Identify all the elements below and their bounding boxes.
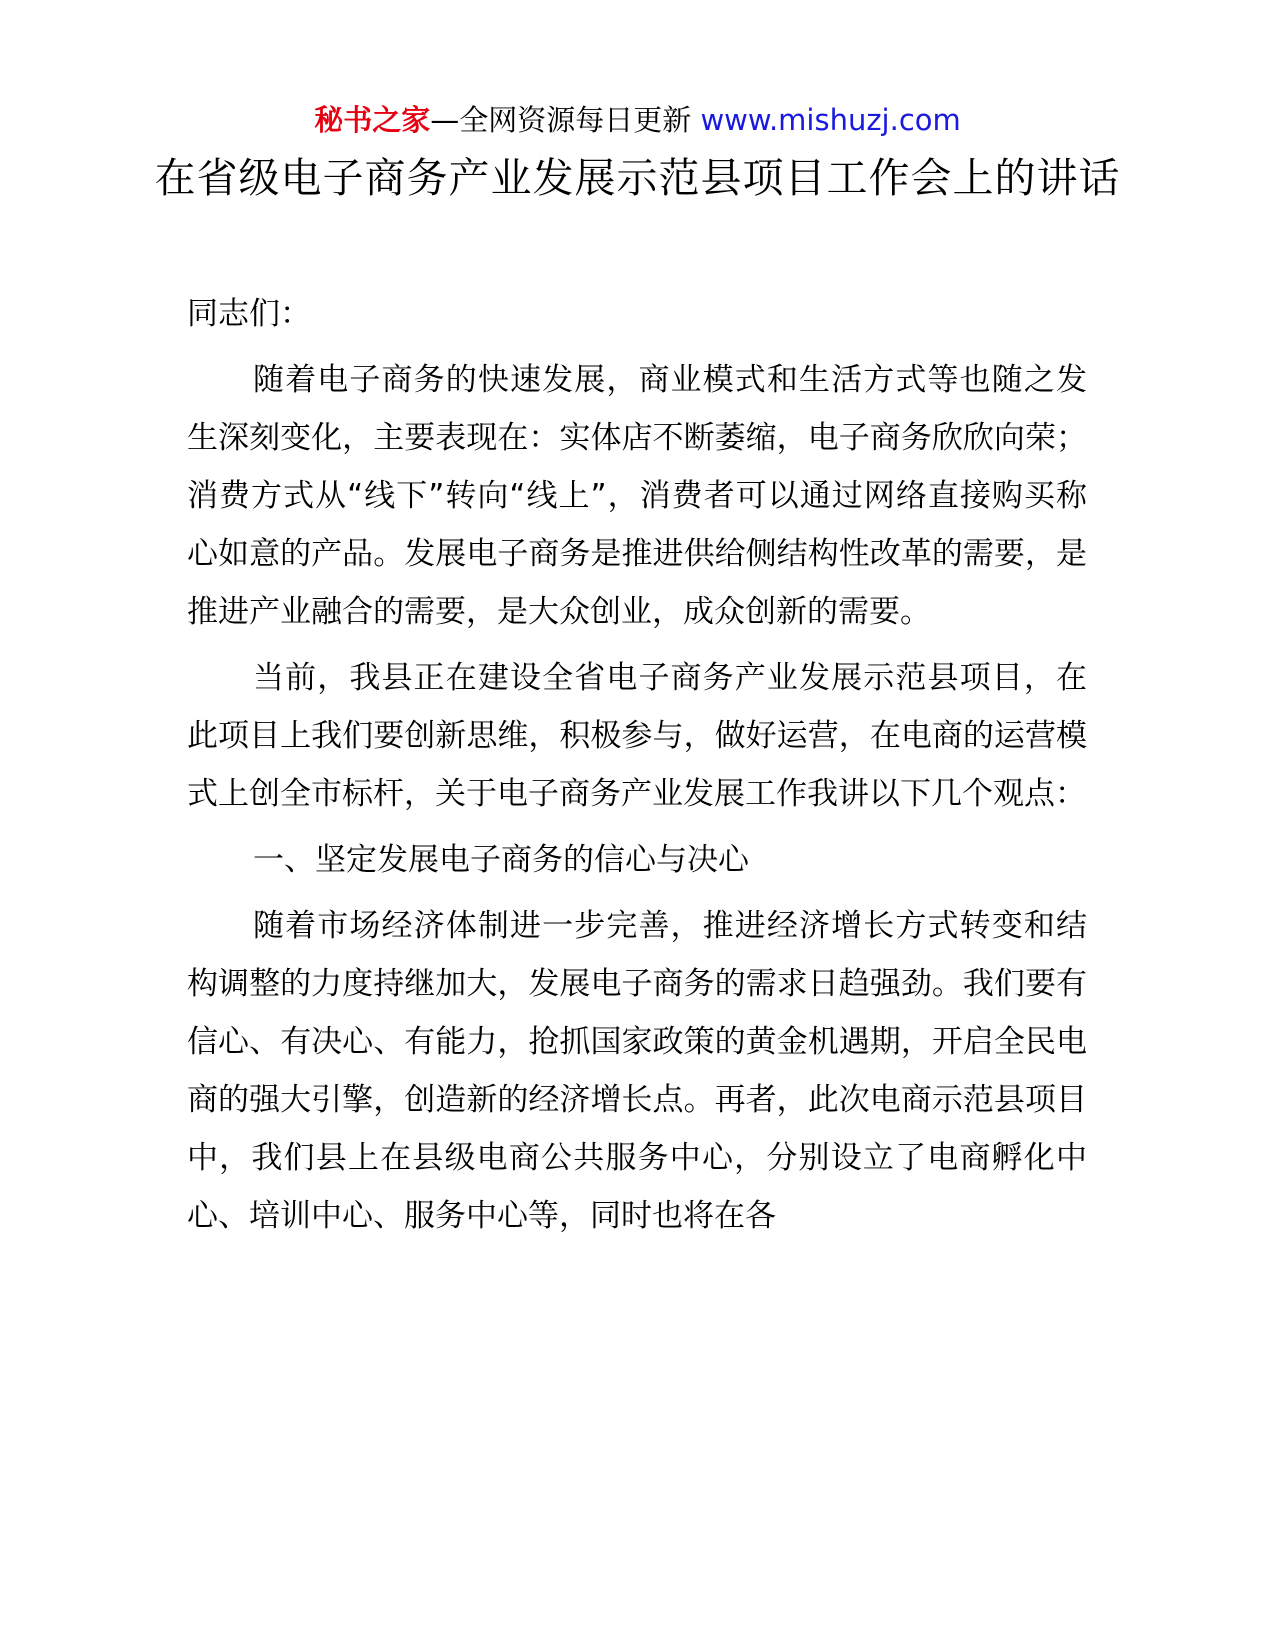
paragraph-2: 当前，我县正在建设全省电子商务产业发展示范县项目，在此项目上我们要创新思维，积极参与，做好运营，在电商的运营模式上创全市标杆，关于电子商务产业发展工作我讲以下几个观点： [187,660,1087,812]
section-heading-1: 一、坚定发展电子商务的信心与决心 [253,842,749,878]
salutation: 同志们： [187,296,311,332]
header-tagline: —全网资源每日更新 [430,103,701,137]
paragraph-1: 随着电子商务的快速发展，商业模式和生活方式等也随之发生深刻变化，主要表现在：实体店不断萎缩，电子商务欣欣向荣；消费方式从“线下”转向“线上”，消费者可以通过网络直接购买称心如意的产品。发展电子商务是推进供给侧结构性改革的需要，是推进产业融合的需要，是大众创业，成众创新的需要。 [187,362,1087,630]
document-title: 在省级电子商务产业发展示范县项目工作会上的讲话 [154,154,1121,202]
site-header [0,100,1275,140]
site-url-link[interactable]: www.mishuzj.com [700,103,961,137]
brand-name: 秘书之家 [314,103,431,137]
paragraph-3: 随着市场经济体制进一步完善，推进经济增长方式转变和结构调整的力度持继加大，发展电子商务的需求日趋强劲。我们要有信心、有决心、有能力，抢抓国家政策的黄金机遇期，开启全民电商的强大引擎，创造新的经济增长点。再者，此次电商示范县项目中，我们县上在县级电商公共服务中心，分别设立了电商孵化中心、培训中心、服务中心等，同时也将在各 [187,908,1087,1234]
document-body [187,285,1087,1253]
